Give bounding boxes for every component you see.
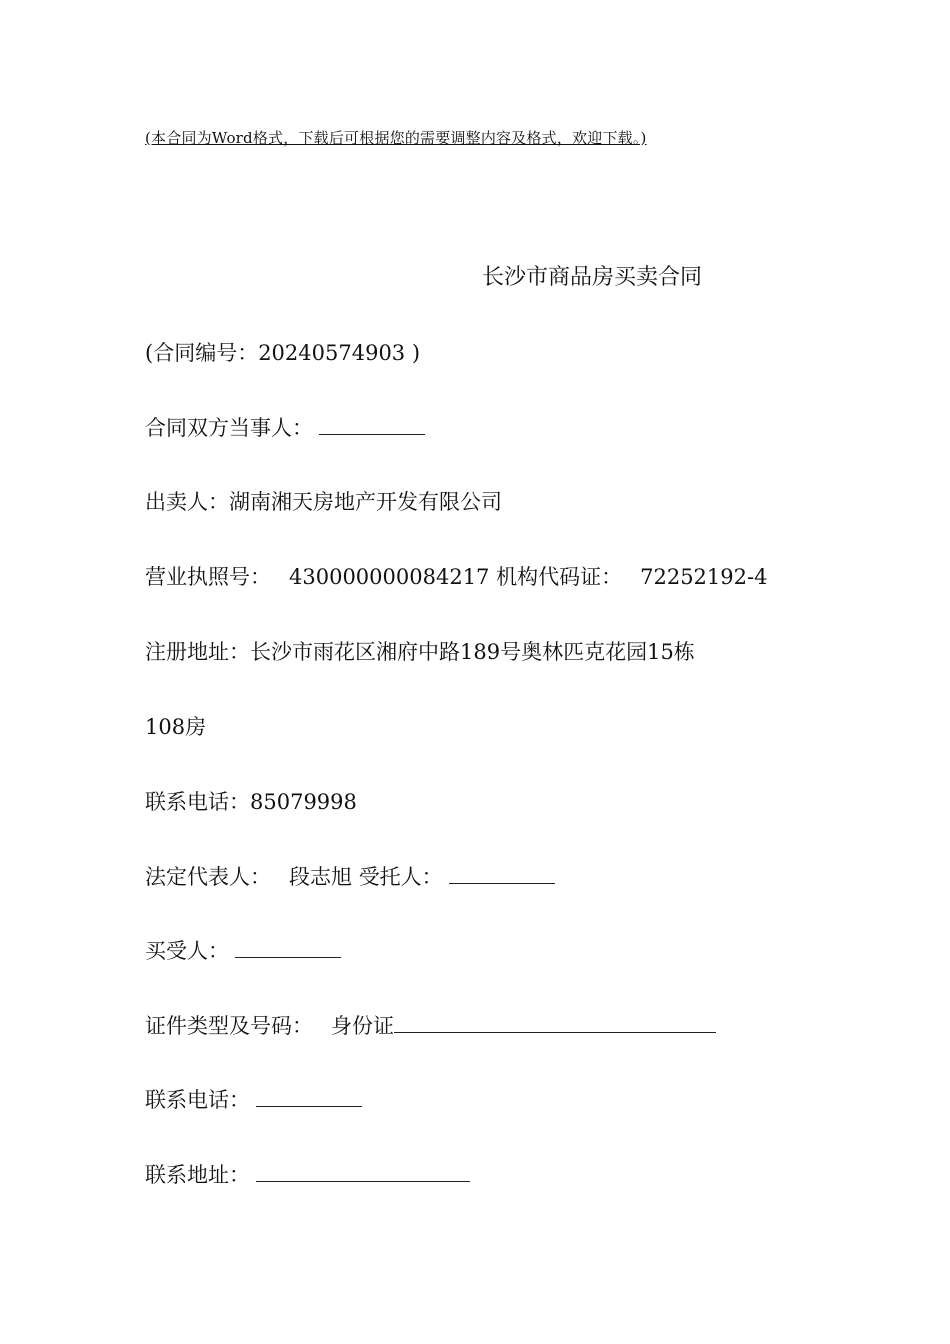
seller-phone: 联系电话：85079998: [145, 790, 357, 814]
id-line: [145, 1010, 716, 1040]
parties-line: [145, 412, 425, 442]
download-notice: (本合同为Word格式，下载后可根据您的需要调整内容及格式，欢迎下载。): [145, 129, 647, 147]
license-number: 430000000084217: [289, 565, 490, 589]
org-code-label: 机构代码证：: [496, 565, 623, 589]
license-label: 营业执照号：: [145, 565, 271, 589]
buyer-line: [145, 935, 341, 965]
legal-rep-line: [145, 861, 555, 891]
legal-rep-label: 法定代表人：: [145, 865, 271, 889]
org-code: 72252192-4: [640, 565, 768, 589]
contract-title: 长沙市商品房买卖合同: [482, 265, 703, 290]
buyer-phone-blank: [256, 1088, 362, 1107]
id-label: 证件类型及号码：: [145, 1014, 313, 1038]
buyer-phone-label: 联系电话：: [145, 1088, 250, 1112]
buyer-address-line: [145, 1159, 470, 1189]
contract-number: (合同编号：20240574903 ): [145, 341, 421, 365]
id-type: 身份证: [331, 1014, 394, 1038]
id-blank: [394, 1014, 716, 1033]
buyer-label: 买受人：: [145, 939, 229, 963]
legal-rep-name: 段志旭: [289, 865, 352, 889]
agent-label: 受托人：: [358, 865, 443, 889]
buyer-address-label: 联系地址：: [145, 1163, 250, 1187]
parties-blank: [319, 416, 425, 435]
agent-blank: [449, 865, 555, 884]
buyer-address-blank: [256, 1163, 470, 1182]
buyer-phone-line: [145, 1084, 362, 1114]
parties-label: 合同双方当事人：: [145, 416, 313, 440]
address-line-1: 注册地址：长沙市雨花区湘府中路189号奥林匹克花园15栋: [145, 640, 695, 664]
buyer-blank: [235, 939, 341, 958]
address-line-2: 108房: [145, 715, 207, 739]
license-line: [145, 561, 767, 591]
seller-line: 出卖人：湖南湘天房地产开发有限公司: [145, 490, 502, 514]
